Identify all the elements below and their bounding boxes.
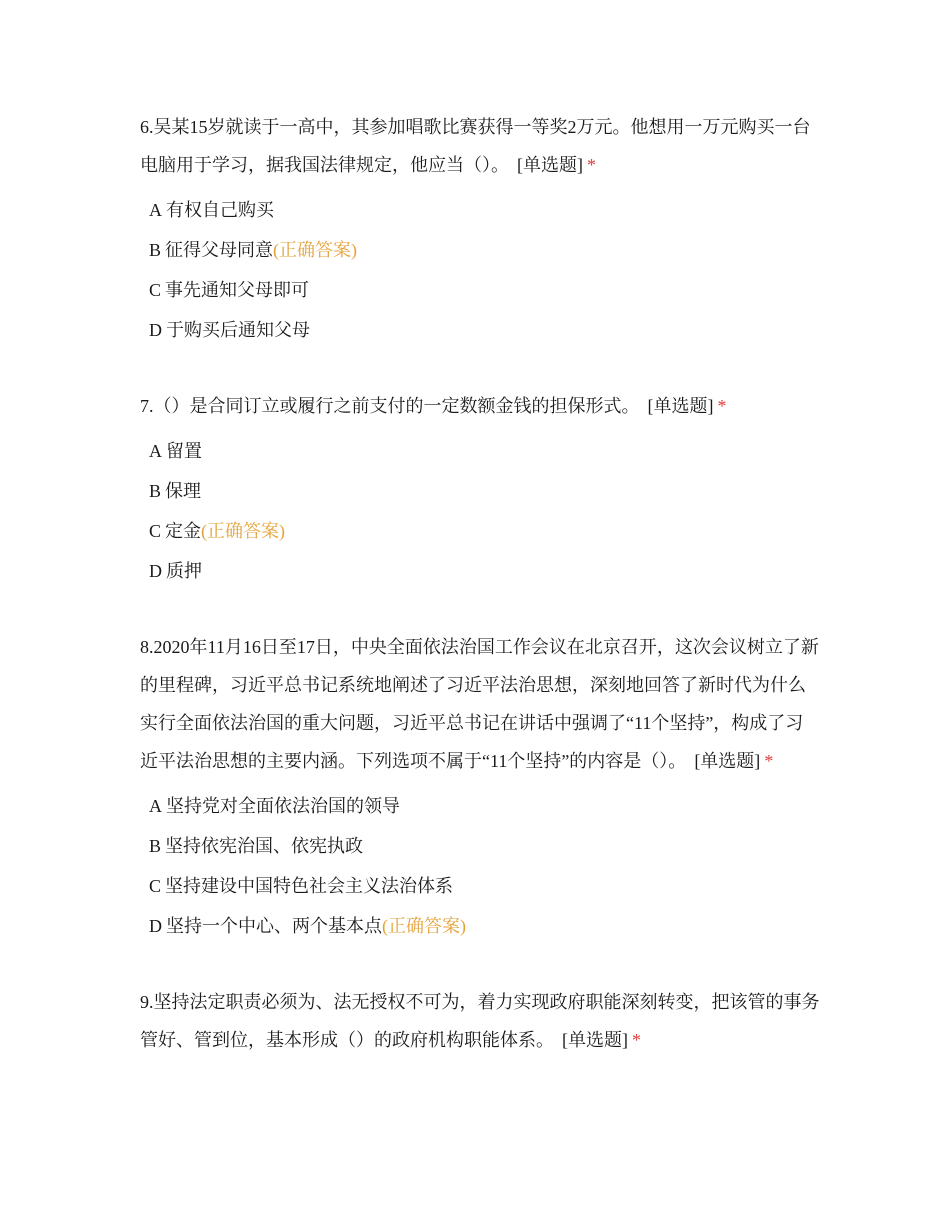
question-8 xyxy=(140,628,820,946)
question-text: 9.坚持法定职责必须为、法无授权不可为，着力实现政府职能深刻转变，把该管的事务管好、管到位，基本形成（）的政府机构职能体系。 [单选题] * xyxy=(140,992,820,1050)
option-c: C 坚持建设中国特色社会主义法治体系 xyxy=(149,876,454,896)
option-a: A 坚持党对全面依法治国的领导 xyxy=(149,796,400,816)
option-b: B 坚持依宪治国、依宪执政 xyxy=(149,836,364,856)
correct-answer-marker: (正确答案) xyxy=(201,521,286,541)
option-a: A 有权自己购买 xyxy=(149,200,274,220)
question-type-label: [单选题] xyxy=(647,396,714,416)
required-marker: * xyxy=(632,1030,641,1050)
correct-answer-marker: (正确答案) xyxy=(273,240,358,260)
question-type-label: [单选题] xyxy=(517,155,583,175)
option-d: D 于购买后通知父母 xyxy=(149,320,310,340)
question-9 xyxy=(140,983,820,1059)
correct-answer-marker: (正确答案) xyxy=(382,916,466,936)
question-text: 7.（）是合同订立或履行之前支付的一定数额金钱的担保形式。 [单选题] * xyxy=(140,396,727,416)
required-marker: * xyxy=(587,155,596,175)
question-text: 6.吴某15岁就读于一高中，其参加唱歌比赛获得一等奖2万元。他想用一万元购买一台电脑用于学习，据我国法律规定，他应当（）。 [单选题] * xyxy=(140,117,811,175)
option-d: D 坚持一个中心、两个基本点(正确答案) xyxy=(149,916,466,936)
question-type-label: [单选题] xyxy=(562,1030,628,1050)
option-a: A 留置 xyxy=(149,441,202,461)
option-b: B 征得父母同意(正确答案) xyxy=(149,240,358,260)
question-6 xyxy=(140,108,820,350)
option-c: C 事先通知父母即可 xyxy=(149,280,310,300)
option-c: C 定金(正确答案) xyxy=(149,521,286,541)
required-marker: * xyxy=(764,751,774,771)
question-7 xyxy=(140,387,820,591)
question-text: 8.2020年11月16日至17日，中央全面依法治国工作会议在北京召开，这次会议树立了新的里程碑，习近平总书记系统地阐述了习近平法治思想，深刻地回答了新时代为什么实行全面依法治国的重大问题，习近平总书记在讲话中强调了“11个坚持”，构成了习近平法治思想的主要内涵。下列选项不属于“11个坚持”的内容是（）。 [单选题] * xyxy=(140,637,819,771)
question-type-label: [单选题] xyxy=(694,751,761,771)
required-marker: * xyxy=(717,396,727,416)
option-b: B 保理 xyxy=(149,481,202,501)
document-page xyxy=(140,108,820,1096)
option-d: D 质押 xyxy=(149,561,202,581)
